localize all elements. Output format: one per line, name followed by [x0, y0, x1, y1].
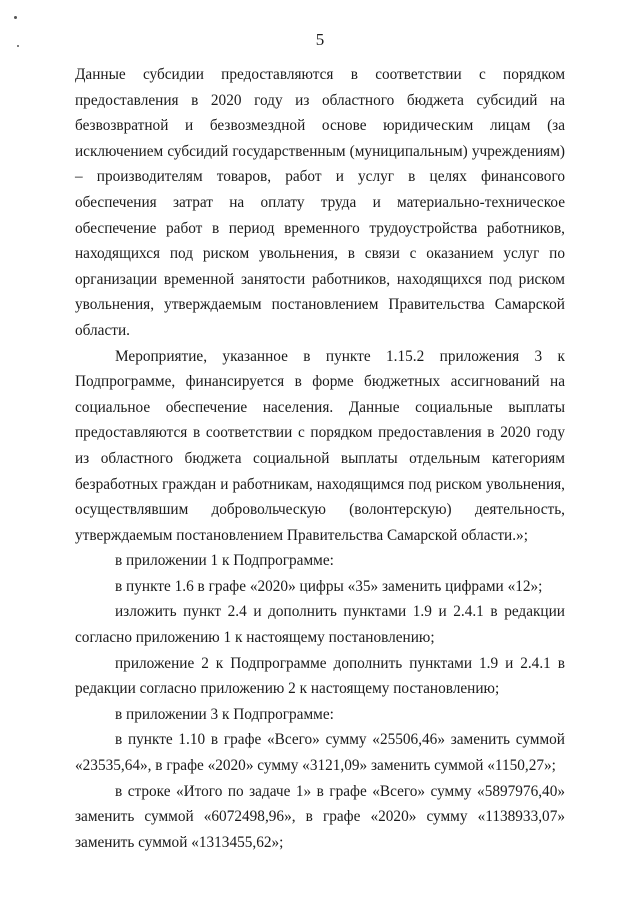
paragraph-annex1-intro: в приложении 1 к Подпрограмме:	[115, 552, 334, 570]
document-body	[75, 62, 565, 855]
scan-speck	[14, 16, 17, 19]
paragraph-social-payments: Мероприятие, указанное в пункте 1.15.2 приложения 3 к Подпрограмме, финансируется в форме бюджетных ассигнований на социальное обеспечение населения. Данные социальные выплаты предоставляются в соответствии с порядком предоставления в 2020 году из областного бюджета социальной выплаты отдельным категориям безработных граждан и работникам, находящимся под риском увольнения, осуществлявшим добровольческую (волонтерскую) деятельность, утверждаемым постановлением Правительства Самарской области.»;	[75, 347, 565, 544]
paragraph-annex1-item-2-4: изложить пункт 2.4 и дополнить пунктами 1.9 и 2.4.1 в редакции согласно приложению 1 к настоящему постановлению;	[75, 603, 565, 647]
paragraph-annex2-amend: приложение 2 к Подпрограмме дополнить пунктами 1.9 и 2.4.1 в редакции согласно приложению 2 к настоящему постановлению;	[75, 654, 565, 698]
paragraph-subsidy-terms: Данные субсидии предоставляются в соответствии с порядком предоставления в 2020 году из областного бюджета субсидий на безвозвратной и безвозмездной основе юридическим лицам (за исключением субсидий государственным (муниципальным) учреждениям) – производителям товаров, работ и услуг в целях финансового обеспечения затрат на оплату труда и материально-техническое обеспечение работ в период временного трудоустройства работников, находящихся под риском увольнения, в связи с оказанием услуг по организации временной занятости работников, находящихся под риском увольнения, утверждаемым постановлением Правительства Самарской области.	[75, 66, 565, 339]
paragraph-annex3-total-task1: в строке «Итого по задаче 1» в графе «Всего» сумму «5897976,40» заменить суммой «6072498,96», в графе «2020» сумму «1138933,07» заменить суммой «1313455,62»;	[75, 782, 565, 851]
page-number: 5	[315, 30, 325, 49]
paragraph-annex3-intro: в приложении 3 к Подпрограмме:	[115, 705, 334, 723]
paragraph-annex1-item-1-6: в пункте 1.6 в графе «2020» цифры «35» заменить цифрами «12»;	[115, 577, 543, 595]
paragraph-annex3-item-1-10: в пункте 1.10 в графе «Всего» сумму «25506,46» заменить суммой «23535,64», в графе «2020» сумму «3121,09» заменить суммой «1150,27»;	[75, 731, 565, 775]
